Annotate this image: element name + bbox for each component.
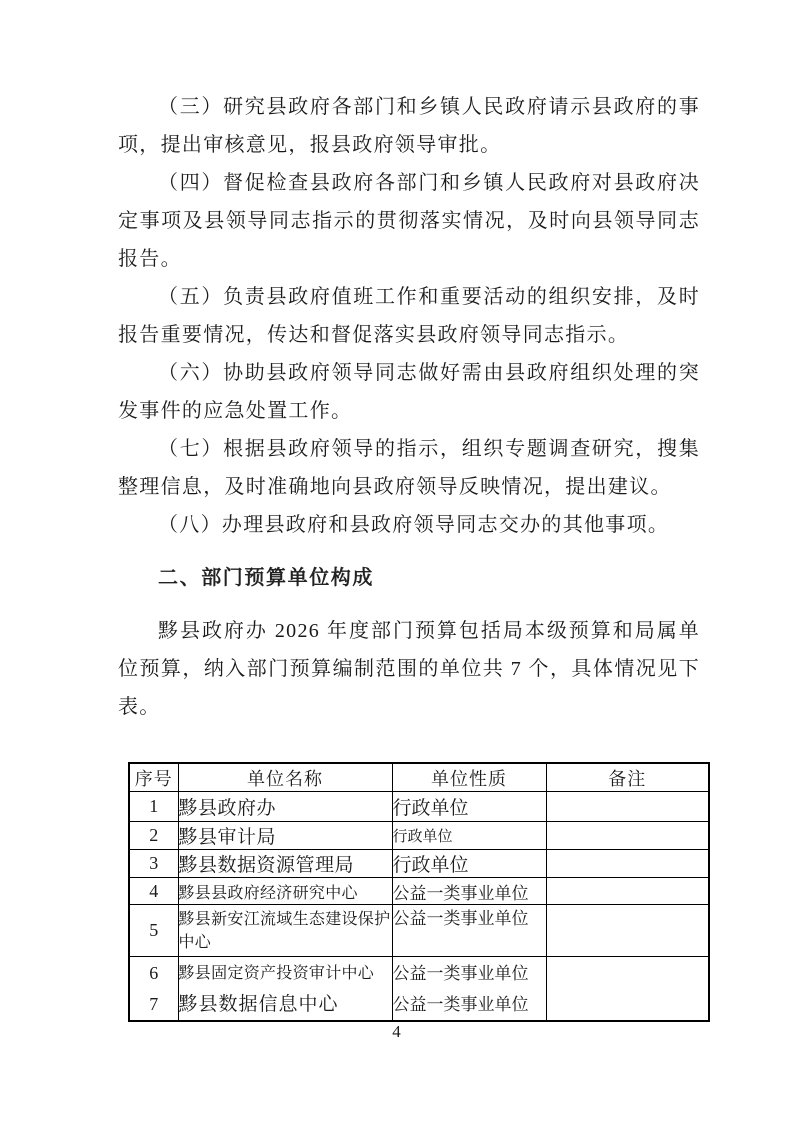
table-header-row <box>129 763 709 792</box>
cell-seq: 2 <box>129 822 178 850</box>
cell-note <box>547 989 709 1020</box>
header-seq: 序号 <box>129 763 178 792</box>
body-paragraph: （八）办理县政府和县政府领导同志交办的其他事项。 <box>158 514 670 536</box>
cell-note <box>546 822 709 850</box>
body-paragraph: （五）负责县政府值班工作和重要活动的组织安排，及时报告重要情况，传达和督促落实县政府领导同志指示。 <box>118 286 700 346</box>
cell-seq: 6 <box>149 962 159 983</box>
table-row <box>129 792 709 822</box>
cell-unit-name: 黟县新安江流域生态建设保护中心 <box>178 905 392 957</box>
cell-note-merged <box>546 957 709 1022</box>
cell-unit-nature: 行政单位 <box>392 822 546 850</box>
header-note: 备注 <box>546 763 709 792</box>
cell-unit-nature: 公益一类事业单位 <box>392 878 546 905</box>
cell-unit-nature: 行政单位 <box>392 792 546 822</box>
table-row <box>129 822 709 850</box>
cell-unit-name: 黟县数据信息中心 <box>178 993 339 1015</box>
body-paragraph: （三）研究县政府各部门和乡镇人民政府请示县政府的事项，提出审核意见，报县政府领导审批。 <box>118 96 700 156</box>
cell-unit-nature: 公益一类事业单位 <box>392 905 546 957</box>
cell-unit-nature: 公益一类事业单位 <box>392 963 529 983</box>
cell-seq: 4 <box>129 878 178 905</box>
intro-paragraph: 黟县政府办 2026 年度部门预算包括局本级预算和局属单位预算，纳入部门预算编制范围的单位共 7 个，具体情况见下表。 <box>118 620 700 718</box>
table-row <box>129 905 709 957</box>
cell-seq-merged <box>129 957 178 1022</box>
budget-units-table <box>128 762 710 1022</box>
cell-unit-nature: 行政单位 <box>392 850 546 878</box>
cell-unit-name: 黟县数据资源管理局 <box>178 850 392 878</box>
cell-note <box>546 905 709 957</box>
cell-unit-nature: 公益一类事业单位 <box>392 994 529 1014</box>
cell-note <box>546 792 709 822</box>
cell-unit-name-merged <box>178 957 392 1022</box>
cell-seq: 5 <box>129 905 178 957</box>
table-row <box>129 850 709 878</box>
cell-note <box>547 958 709 989</box>
body-paragraph: （六）协助县政府领导同志做好需由县政府组织处理的突发事件的应急处置工作。 <box>118 362 700 422</box>
cell-unit-name: 黟县审计局 <box>178 822 392 850</box>
cell-seq: 1 <box>129 792 178 822</box>
cell-seq: 7 <box>149 993 159 1014</box>
body-paragraph: （四）督促检查县政府各部门和乡镇人民政府对县政府决定事项及县领导同志指示的贯彻落实情况，及时向县领导同志报告。 <box>118 172 700 270</box>
header-nature: 单位性质 <box>392 763 546 792</box>
cell-seq: 3 <box>129 850 178 878</box>
cell-unit-name: 黟县县政府经济研究中心 <box>178 878 392 905</box>
table-row-merged <box>129 957 709 1022</box>
cell-unit-name: 黟县政府办 <box>178 792 392 822</box>
body-paragraph: （七）根据县政府领导的指示，组织专题调查研究，搜集整理信息，及时准确地向县政府领导反映情况，提出建议。 <box>118 438 700 498</box>
cell-note <box>546 878 709 905</box>
cell-unit-name: 黟县固定资产投资审计中心 <box>178 964 375 982</box>
cell-unit-nature-merged <box>392 957 546 1022</box>
cell-note <box>546 850 709 878</box>
section-heading: 二、部门预算单位构成 <box>158 567 374 589</box>
page-number: 4 <box>392 1022 401 1041</box>
header-name: 单位名称 <box>178 763 392 792</box>
table-row <box>129 878 709 905</box>
document-content <box>118 88 700 1022</box>
